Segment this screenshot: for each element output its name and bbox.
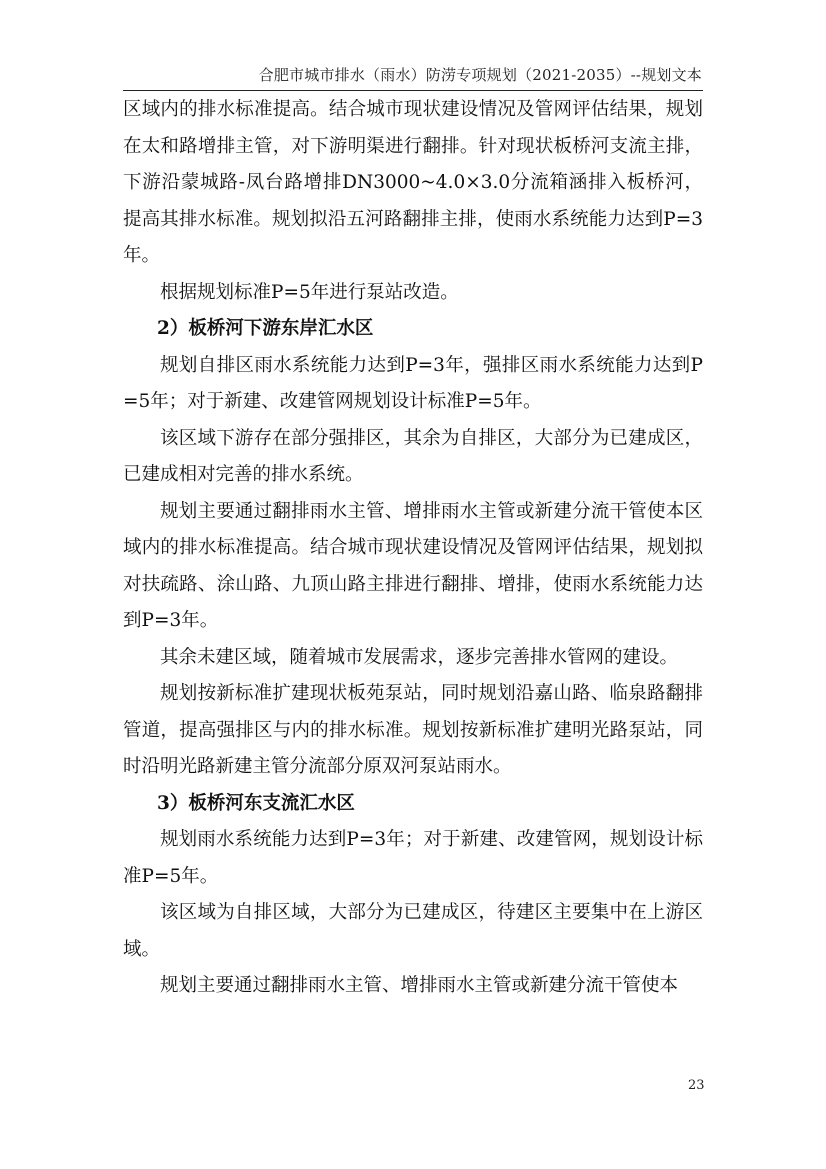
paragraph-east-tributary-standard: 规划雨水系统能力达到P=3年；对于新建、改建管网，规划设计标准P=5年。 [123, 829, 703, 887]
page-number: 23 [688, 1078, 705, 1093]
paragraph-continuation: 区域内的排水标准提高。结合城市现状建设情况及管网评估结果，规划在太和路增排主管，对下游明渠进行翻排。针对现状板桥河支流主排，下游沿蒙城路-凤台路增排DN3000~4.0×3.0分流箱涵排入板桥河，提高其排水标准。规划拟沿五河路翻排主排，使雨水系统能力达到P=3年。 [123, 99, 703, 266]
paragraph-east-tributary-plan: 规划主要通过翻排雨水主管、增排雨水主管或新建分流干管使本 [160, 975, 679, 996]
paragraph-east-bank-status: 该区域下游存在部分强排区，其余为自排区，大部分为已建成区，已建成相对完善的排水系统。 [123, 427, 703, 485]
paragraph-pump-station-standard: 根据规划标准P=5年进行泵站改造。 [160, 281, 459, 303]
paragraph-east-bank-standard: 规划自排区雨水系统能力达到P=3年，强排区雨水系统能力达到P=5年；对于新建、改建管网规划设计标准P=5年。 [123, 354, 703, 412]
header-divider [123, 90, 703, 91]
section-heading-east-bank: 2）板桥河下游东岸汇水区 [157, 318, 374, 339]
paragraph-pump-station-expansion: 规划按新标准扩建现状板苑泵站，同时规划沿嘉山路、临泉路翻排管道，提高强排区与内的排水标准。规划按新标准扩建明光路泵站，同时沿明光路新建主管分流部分原双河泵站雨水。 [123, 683, 703, 777]
paragraph-east-tributary-status: 该区域为自排区域，大部分为已建成区，待建区主要集中在上游区域。 [123, 902, 703, 960]
paragraph-east-bank-plan: 规划主要通过翻排雨水主管、增排雨水主管或新建分流干管使本区域内的排水标准提高。结合城市现状建设情况及管网评估结果，规划拟对扶疏路、涂山路、九顶山路主排进行翻排、增排，使雨水系统能力达到P=3年。 [123, 500, 703, 631]
main-text [123, 92, 703, 1005]
paragraph-undeveloped-area: 其余未建区域，随着城市发展需求，逐步完善排水管网的建设。 [160, 646, 679, 668]
running-header: 合肥市城市排水（雨水）防涝专项规划（2021-2035）--规划文本 [258, 66, 702, 84]
section-heading-east-tributary: 3）板桥河东支流汇水区 [157, 792, 355, 814]
